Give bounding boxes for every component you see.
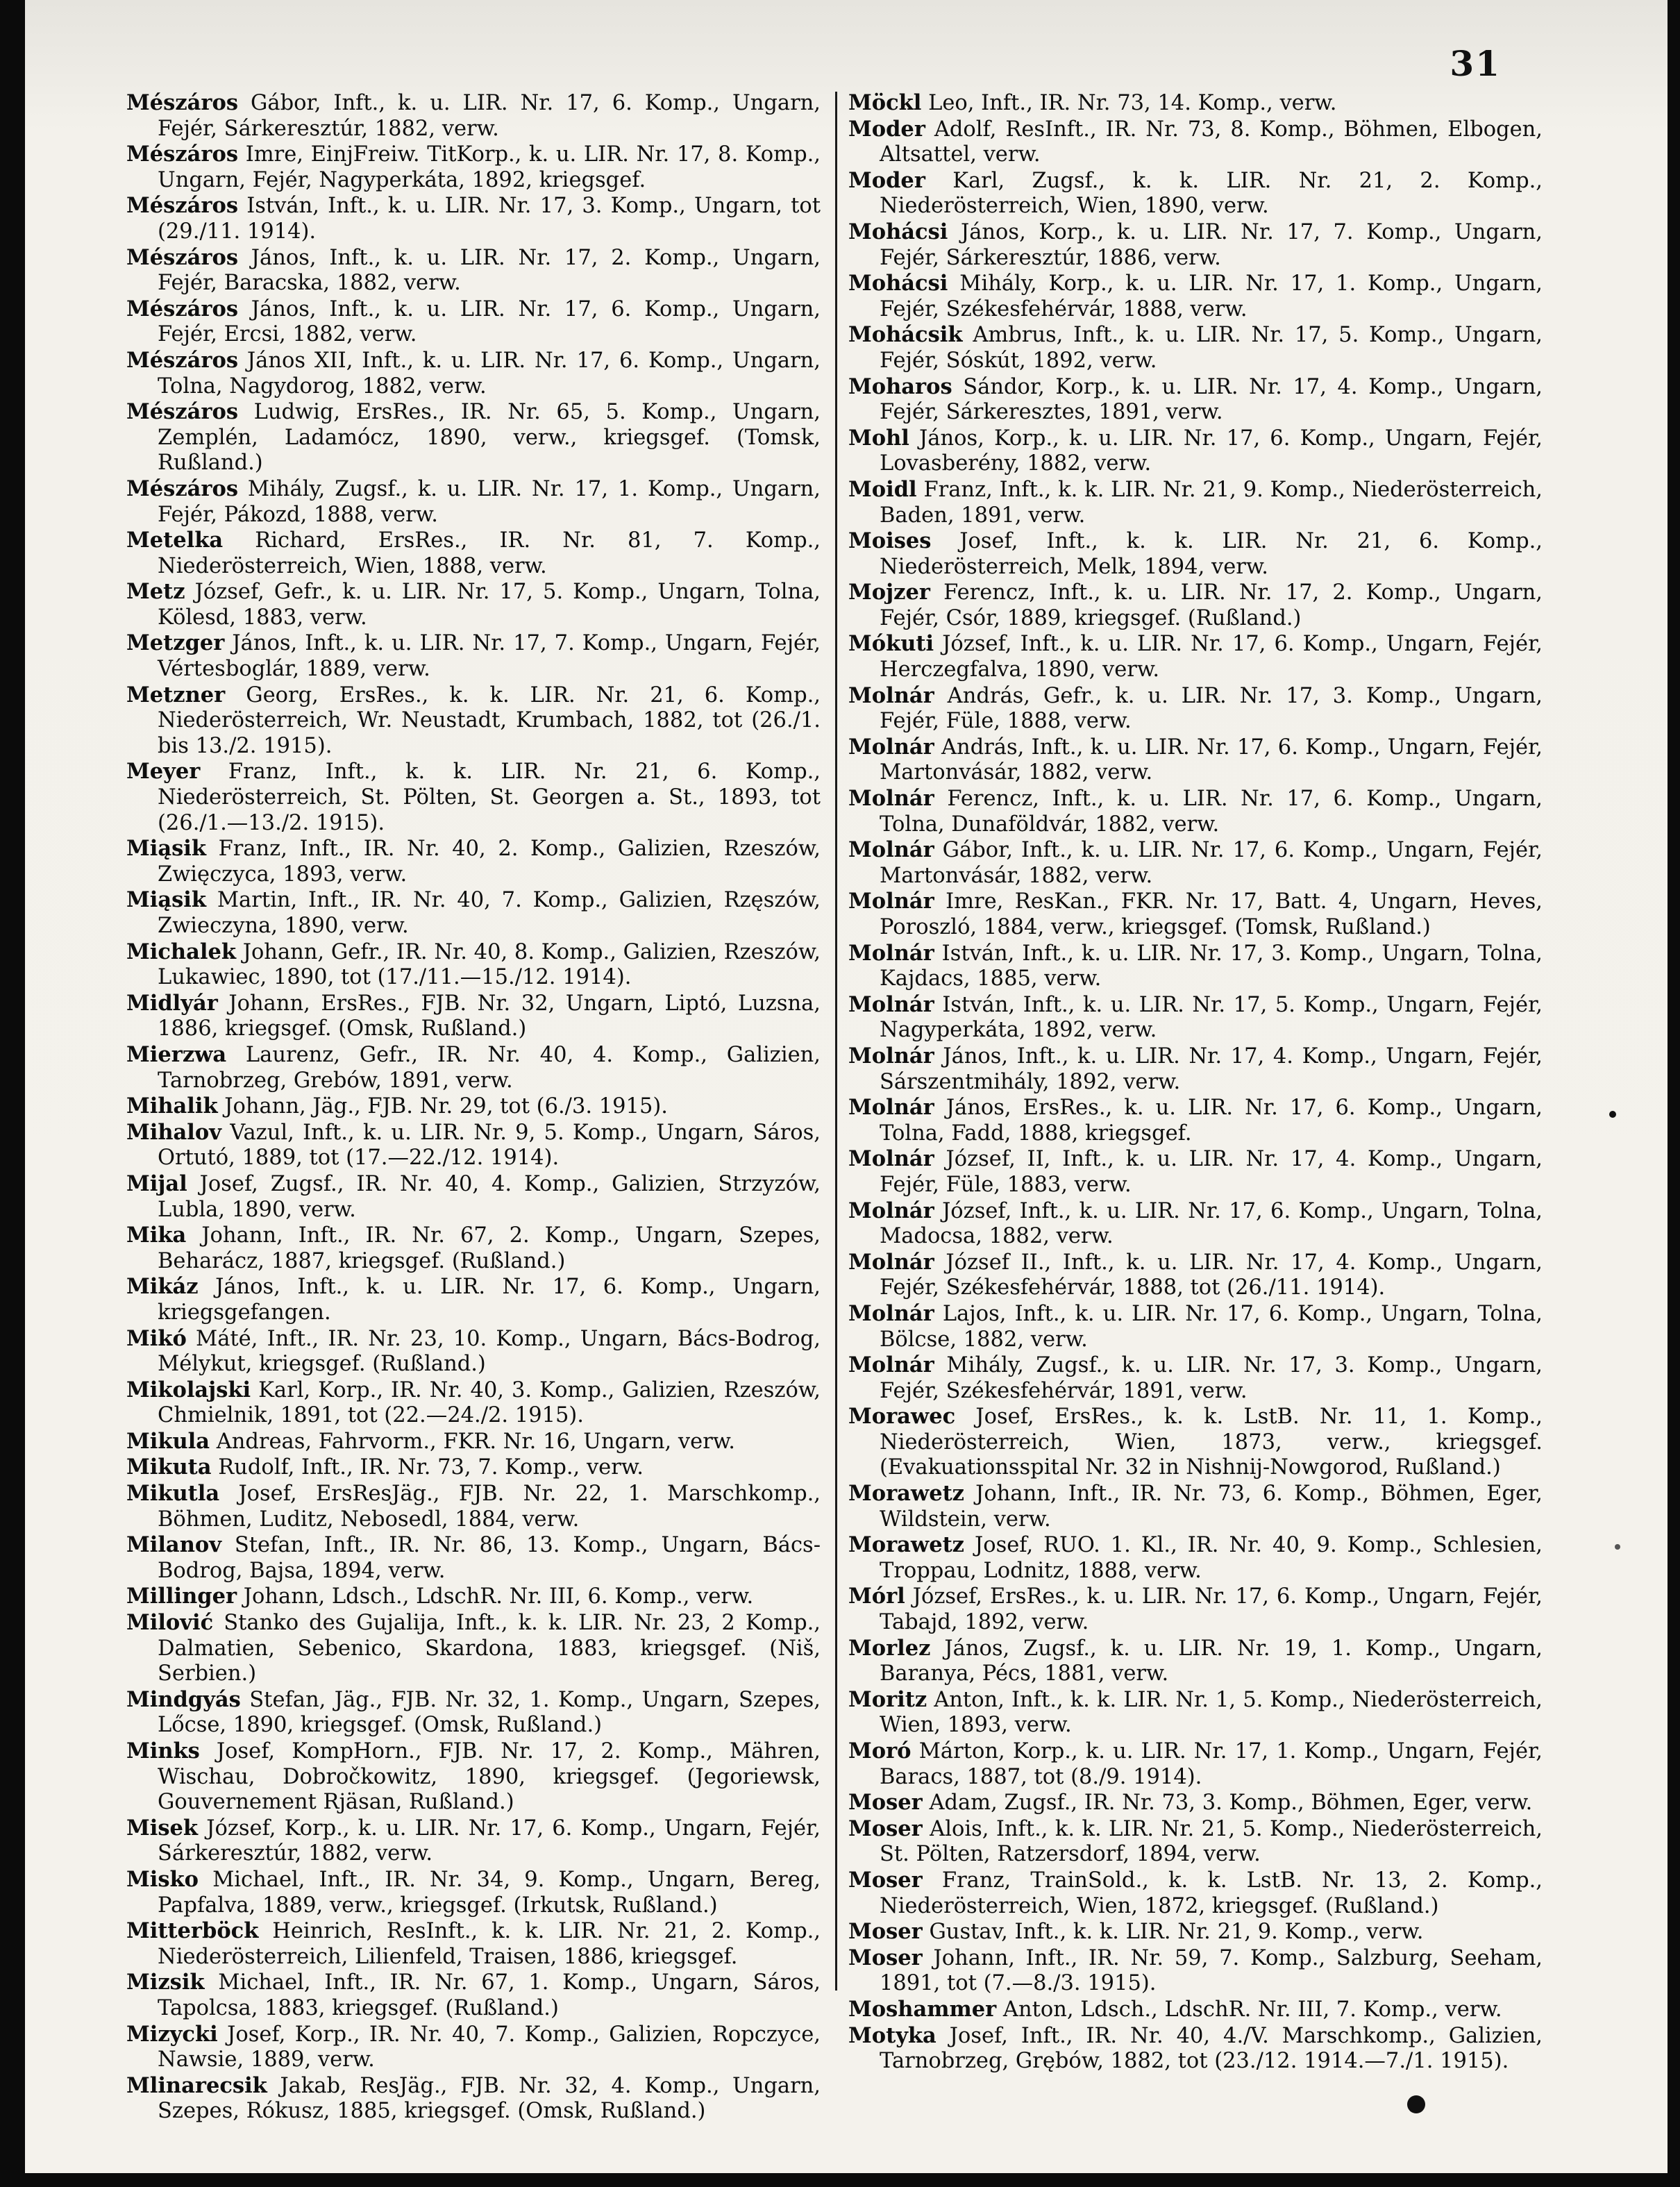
entry — [126, 476, 821, 528]
entry-surname: Molnár — [848, 1249, 934, 1275]
entry — [848, 1532, 1543, 1584]
entry-surname: Mohácsi — [848, 271, 948, 296]
entry-surname: Moser — [848, 1945, 923, 1970]
entry-details: Johann, Jäg., FJB. Nr. 29, tot (6./3. 1915). — [217, 1094, 668, 1119]
entry-surname: Mojzer — [848, 580, 930, 605]
entry-details: Ambrus, Inft., k. u. LIR. Nr. 17, 5. Komp., Ungarn, Fejér, Sóskút, 1892, verw. — [880, 323, 1543, 373]
entry-details: István, Inft., k. u. LIR. Nr. 17, 3. Komp., Ungarn, tot (29./11. 1914). — [158, 194, 821, 244]
entry-surname: Moshammer — [848, 1996, 997, 2022]
entry-surname: Metelka — [126, 528, 224, 553]
entry-details: Johann, Ldsch., LdschR. Nr. III, 6. Komp., verw. — [237, 1584, 754, 1609]
ink-spot — [1615, 1544, 1620, 1550]
entry — [126, 399, 821, 476]
entry-surname: Molnár — [848, 1198, 934, 1223]
entry-details: István, Inft., k. u. LIR. Nr. 17, 5. Komp., Ungarn, Fejér, Nagyperkáta, 1892, verw. — [880, 992, 1543, 1043]
entry — [126, 245, 821, 296]
entry — [848, 322, 1543, 374]
entry-surname: Mitterböck — [126, 1918, 259, 1944]
entry — [848, 1481, 1543, 1532]
entry-details: Jakab, ResJäg., FJB. Nr. 32, 4. Komp., Ungarn, Szepes, Rókusz, 1885, kriegsgef. (Omsk, Rußland.) — [158, 2073, 821, 2124]
entry — [126, 1377, 821, 1429]
entry-details: Josef, Korp., IR. Nr. 40, 7. Komp., Galizien, Ropczyce, Nawsie, 1889, verw. — [158, 2022, 821, 2072]
entry-surname: Mihalik — [126, 1094, 218, 1119]
entry — [126, 1042, 821, 1094]
entry-details: Imre, ResKan., FKR. Nr. 17, Batt. 4, Ungarn, Heves, Poroszló, 1884, verw., kriegsgef. (Tomsk, Rußland.) — [880, 889, 1543, 939]
entry — [126, 528, 821, 579]
entry-surname: Möckl — [848, 90, 922, 115]
entry — [848, 1945, 1543, 1997]
entry-surname: Mókuti — [848, 631, 934, 657]
entry-surname: Molnár — [848, 940, 934, 966]
entry-details: Josef, Zugsf., IR. Nr. 40, 4. Komp., Galizien, Strzyzów, Lubla, 1890, verw. — [158, 1171, 821, 1222]
entry — [848, 374, 1543, 426]
entry-details: János, Zugsf., k. u. LIR. Nr. 19, 1. Komp., Ungarn, Baranya, Pécs, 1881, verw. — [880, 1636, 1543, 1686]
entry-surname: Mészáros — [126, 142, 239, 167]
entry — [848, 477, 1543, 528]
entry — [848, 1044, 1543, 1095]
entry-surname: Mijal — [126, 1171, 187, 1196]
entry-details: József, Inft., k. u. LIR. Nr. 17, 6. Komp., Ungarn, Tolna, Madocsa, 1882, verw. — [880, 1198, 1543, 1249]
entry — [126, 1094, 821, 1120]
entry — [126, 1816, 821, 1867]
entry — [126, 1738, 821, 1816]
entry — [126, 1687, 821, 1738]
entry-surname: Molnár — [848, 1043, 934, 1069]
entry — [126, 1532, 821, 1584]
entry — [848, 1997, 1543, 2023]
entry-details: Stefan, Inft., IR. Nr. 86, 13. Komp., Ungarn, Bács-Bodrog, Bajsa, 1894, verw. — [158, 1533, 821, 1583]
entry-details: Leo, Inft., IR. Nr. 73, 14. Komp., verw. — [921, 91, 1337, 115]
entry-surname: Moharos — [848, 374, 952, 399]
entry-details: Stefan, Jäg., FJB. Nr. 32, 1. Komp., Ungarn, Szepes, Lőcse, 1890, kriegsgef. (Omsk, Rußland.) — [158, 1687, 821, 1738]
entry-details: Imre, EinjFreiw. TitKorp., k. u. LIR. Nr. 17, 8. Komp., Ungarn, Fejér, Nagyperkáta, 1892, kriegsgef. — [158, 142, 821, 192]
entry-surname: Milović — [126, 1610, 214, 1636]
entry-surname: Mindgyás — [126, 1686, 241, 1712]
entry-details: Karl, Zugsf., k. k. LIR. Nr. 21, 2. Komp., Niederösterreich, Wien, 1890, verw. — [880, 168, 1543, 219]
entry-surname: Milanov — [126, 1532, 221, 1558]
entry-details: Lajos, Inft., k. u. LIR. Nr. 17, 6. Komp., Ungarn, Tolna, Bölcse, 1882, verw. — [880, 1301, 1543, 1352]
entry-surname: Metz — [126, 579, 185, 605]
entry — [126, 1455, 821, 1481]
entry-surname: Mohácsik — [848, 322, 963, 348]
entry-details: Ferencz, Inft., k. u. LIR. Nr. 17, 2. Komp., Ungarn, Fejér, Csór, 1889, kriegsgef. (Rußland.) — [880, 580, 1543, 630]
entry — [126, 2022, 821, 2073]
entry — [126, 1274, 821, 1325]
entry-surname: Morawetz — [848, 1481, 965, 1507]
entry-details: Martin, Inft., IR. Nr. 40, 7. Komp., Galizien, Rzęszów, Zwieczyna, 1890, verw. — [158, 888, 821, 938]
entry — [126, 1867, 821, 1918]
entry-details: Gábor, Inft., k. u. LIR. Nr. 17, 6. Komp., Ungarn, Fejér, Sárkeresztúr, 1882, verw. — [158, 91, 821, 141]
entry — [126, 1223, 821, 1274]
entry — [126, 836, 821, 887]
entry-details: Anton, Ldsch., LdschR. Nr. III, 7. Komp., verw. — [996, 1997, 1502, 2022]
entry-surname: Metzner — [126, 682, 226, 707]
entry-details: Johann, ErsRes., FJB. Nr. 32, Ungarn, Liptó, Luzsna, 1886, kriegsgef. (Omsk, Rußland.) — [158, 991, 821, 1041]
entry-surname: Mohl — [848, 425, 909, 451]
entry-details: Márton, Korp., k. u. LIR. Nr. 17, 1. Komp., Ungarn, Fejér, Baracs, 1887, tot (8./9. 1914). — [880, 1739, 1543, 1789]
entry — [848, 631, 1543, 682]
entry — [848, 219, 1543, 271]
entry-surname: Mészáros — [126, 193, 239, 219]
entry-surname: Moser — [848, 1816, 923, 1841]
entry — [848, 1636, 1543, 1687]
entry-surname: Moser — [848, 1867, 923, 1893]
entry-details: János, Inft., k. u. LIR. Nr. 17, 6. Komp., Ungarn, Fejér, Ercsi, 1882, verw. — [158, 296, 821, 347]
entry-surname: Molnár — [848, 1300, 934, 1326]
entry — [848, 889, 1543, 940]
entry-details: János, Korp., k. u. LIR. Nr. 17, 6. Komp., Ungarn, Fejér, Lovasberény, 1882, verw. — [880, 426, 1543, 476]
entry-details: Johann, Inft., IR. Nr. 59, 7. Komp., Salzburg, Seeham, 1891, tot (7.—8./3. 1915). — [880, 1945, 1543, 1996]
entry-surname: Mlinarecsik — [126, 2072, 267, 2098]
entry — [848, 1738, 1543, 1790]
entry — [848, 271, 1543, 322]
entry-surname: Mészáros — [126, 399, 239, 425]
entry-surname: Molnár — [848, 734, 934, 760]
entry-details: József, II, Inft., k. u. LIR. Nr. 17, 4. Komp., Ungarn, Fejér, Füle, 1883, verw. — [880, 1147, 1543, 1197]
entry-details: János, Inft., k. u. LIR. Nr. 17, 6. Komp., Ungarn, kriegsgefangen. — [158, 1275, 821, 1325]
entry-surname: Moser — [848, 1919, 923, 1945]
entry-details: Josef, KompHorn., FJB. Nr. 17, 2. Komp., Mähren, Wischau, Dobročkowitz, 1890, kriegsgef. (Jegoriewsk, Gouvernement Rjäsan, Rußland.) — [158, 1739, 821, 1815]
entry-details: Michael, Inft., IR. Nr. 67, 1. Komp., Ungarn, Sáros, Tapolcsa, 1883, kriegsgef. (Rußland.) — [158, 1970, 821, 2020]
entry-surname: Molnár — [848, 786, 934, 812]
entry-surname: Mikolajski — [126, 1377, 251, 1402]
left-column — [126, 90, 821, 2125]
entry-details: Franz, Inft., k. k. LIR. Nr. 21, 9. Komp., Niederösterreich, Baden, 1891, verw. — [880, 477, 1543, 528]
document-page — [25, 0, 1668, 2173]
entry — [848, 941, 1543, 992]
entry — [848, 786, 1543, 837]
entry-details: János XII, Inft., k. u. LIR. Nr. 17, 6. Komp., Ungarn, Tolna, Nagydorog, 1882, verw. — [158, 348, 821, 399]
entry — [848, 1790, 1543, 1816]
entry-details: János, ErsRes., k. u. LIR. Nr. 17, 6. Komp., Ungarn, Tolna, Fadd, 1888, kriegsgef. — [880, 1096, 1543, 1146]
entry — [126, 1120, 821, 1171]
entry-details: Georg, ErsRes., k. k. LIR. Nr. 21, 6. Komp., Niederösterreich, Wr. Neustadt, Krumbach, 1882, tot (26./1. bis 13./2. 1915). — [158, 682, 821, 758]
page-number: 31 — [1450, 43, 1501, 84]
entry-details: József, ErsRes., k. u. LIR. Nr. 17, 6. Komp., Ungarn, Fejér, Tabajd, 1892, verw. — [880, 1584, 1543, 1635]
entry-details: Richard, ErsRes., IR. Nr. 81, 7. Komp., Niederösterreich, Wien, 1888, verw. — [158, 528, 821, 578]
entry — [126, 142, 821, 193]
entry-surname: Mikuta — [126, 1455, 212, 1480]
entry-details: Heinrich, ResInft., k. k. LIR. Nr. 21, 2. Komp., Niederösterreich, Lilienfeld, Traisen, 1886, kriegsgef. — [158, 1919, 821, 1969]
entry-details: József, Korp., k. u. LIR. Nr. 17, 6. Komp., Ungarn, Fejér, Sárkeresztúr, 1882, verw. — [158, 1816, 821, 1866]
entry — [848, 1404, 1543, 1481]
entry-surname: Mészáros — [126, 296, 239, 321]
entry-surname: Molnár — [848, 889, 934, 914]
entry-details: Mihály, Zugsf., k. u. LIR. Nr. 17, 1. Komp., Ungarn, Fejér, Pákozd, 1888, verw. — [158, 476, 821, 527]
entry-surname: Mórl — [848, 1584, 905, 1609]
entry-surname: Mohácsi — [848, 219, 948, 244]
entry-surname: Mierzwa — [126, 1041, 227, 1067]
entry — [848, 1816, 1543, 1868]
entry-details: Josef, RUO. 1. Kl., IR. Nr. 40, 9. Komp., Schlesien, Troppau, Lodnitz, 1888, verw. — [880, 1533, 1543, 1583]
entry-details: János, Inft., k. u. LIR. Nr. 17, 7. Komp., Ungarn, Fejér, Vértesboglár, 1889, verw. — [158, 631, 821, 682]
entry-details: Franz, Inft., k. k. LIR. Nr. 21, 6. Komp., Niederösterreich, St. Pölten, St. Georgen a. St., 1893, tot (26./1.—13./2. 1915). — [158, 760, 821, 835]
entry-details: János, Inft., k. u. LIR. Nr. 17, 2. Komp., Ungarn, Fejér, Baracska, 1882, verw. — [158, 245, 821, 296]
entry-details: András, Gefr., k. u. LIR. Nr. 17, 3. Komp., Ungarn, Fejér, Füle, 1888, verw. — [880, 683, 1543, 734]
entry-surname: Mizsik — [126, 1970, 205, 1995]
entry-details: Andreas, Fahrvorm., FKR. Nr. 16, Ungarn, verw. — [210, 1429, 735, 1454]
entry-surname: Morawec — [848, 1404, 956, 1430]
entry-surname: Molnár — [848, 682, 934, 708]
entry-surname: Mikula — [126, 1428, 210, 1454]
entry-surname: Mihalov — [126, 1119, 221, 1145]
entry-details: Anton, Inft., k. k. LIR. Nr. 1, 5. Komp., Niederösterreich, Wien, 1893, verw. — [880, 1687, 1543, 1738]
entry — [848, 1198, 1543, 1250]
entry — [848, 168, 1543, 219]
entry — [126, 1970, 821, 2021]
entry-details: István, Inft., k. u. LIR. Nr. 17, 3. Komp., Ungarn, Tolna, Kajdacs, 1885, verw. — [880, 941, 1543, 991]
entry-surname: Mikutla — [126, 1481, 220, 1507]
entry-surname: Motyka — [848, 2022, 936, 2048]
entry-surname: Midlyár — [126, 990, 218, 1016]
entry-details: Johann, Inft., IR. Nr. 67, 2. Komp., Ungarn, Szepes, Beharácz, 1887, kriegsgef. (Rußland.) — [158, 1223, 821, 1273]
entry — [848, 1919, 1543, 1945]
entry-surname: Morawetz — [848, 1532, 965, 1558]
entry-surname: Miąsik — [126, 836, 207, 862]
entry-details: János, Inft., k. u. LIR. Nr. 17, 4. Komp., Ungarn, Fejér, Sárszentmihály, 1892, verw. — [880, 1044, 1543, 1094]
entry-surname: Mikó — [126, 1325, 187, 1351]
entry-details: József II., Inft., k. u. LIR. Nr. 17, 4. Komp., Ungarn, Fejér, Székesfehérvár, 1888, tot (26./11. 1914). — [880, 1250, 1543, 1300]
entry-surname: Moder — [848, 167, 925, 193]
entry-surname: Mika — [126, 1223, 187, 1248]
entry — [848, 1095, 1543, 1146]
entry-surname: Mizycki — [126, 2021, 218, 2047]
entry — [848, 426, 1543, 477]
entry-details: Johann, Inft., IR. Nr. 73, 6. Komp., Böhmen, Eger, Wildstein, verw. — [880, 1482, 1543, 1532]
entry — [848, 837, 1543, 889]
entry — [126, 759, 821, 836]
entry-surname: Mészáros — [126, 347, 239, 373]
entry-surname: Moder — [848, 116, 925, 142]
entry-details: Karl, Korp., IR. Nr. 40, 3. Komp., Galizien, Rzeszów, Chmielnik, 1891, tot (22.—24./2. 1915). — [158, 1377, 821, 1428]
entry-details: Johann, Gefr., IR. Nr. 40, 8. Komp., Galizien, Rzeszów, Lukawiec, 1890, tot (17./11.—15./12. 1914). — [158, 939, 821, 990]
entry — [848, 683, 1543, 735]
entry — [848, 580, 1543, 631]
entry-surname: Misek — [126, 1815, 199, 1841]
column-divider — [835, 92, 837, 1991]
entry-details: Josef, Inft., IR. Nr. 40, 4./V. Marschkomp., Galizien, Tarnobrzeg, Grębów, 1882, tot (23./12. 1914.—7./1. 1915). — [880, 2023, 1543, 2074]
entry — [126, 1171, 821, 1223]
entry — [848, 992, 1543, 1044]
entry — [126, 887, 821, 939]
entry-details: Rudolf, Inft., IR. Nr. 73, 7. Komp., verw. — [211, 1455, 644, 1480]
entry — [848, 1584, 1543, 1635]
entry-details: Alois, Inft., k. k. LIR. Nr. 21, 5. Komp., Niederösterreich, St. Pölten, Ratzersdorf, 1894, verw. — [880, 1816, 1543, 1867]
entry-details: Ferencz, Inft., k. u. LIR. Nr. 17, 6. Komp., Ungarn, Tolna, Dunaföldvár, 1882, verw. — [880, 787, 1543, 837]
entry — [126, 1918, 821, 1970]
entry-details: Vazul, Inft., k. u. LIR. Nr. 9, 5. Komp., Ungarn, Sáros, Ortutó, 1889, tot (17.—22./12. 1914). — [158, 1120, 821, 1171]
entry-details: Mihály, Zugsf., k. u. LIR. Nr. 17, 3. Komp., Ungarn, Fejér, Székesfehérvár, 1891, verw. — [880, 1353, 1543, 1403]
entry-details: János, Korp., k. u. LIR. Nr. 17, 7. Komp., Ungarn, Fejér, Sárkeresztúr, 1886, verw. — [880, 219, 1543, 270]
entry-details: Sándor, Korp., k. u. LIR. Nr. 17, 4. Komp., Ungarn, Fejér, Sárkeresztes, 1891, verw. — [880, 374, 1543, 425]
entry — [126, 296, 821, 348]
entry — [126, 1429, 821, 1455]
entry-surname: Morlez — [848, 1635, 931, 1661]
entry — [126, 682, 821, 760]
entry — [126, 579, 821, 630]
entry — [126, 1481, 821, 1532]
entry — [126, 630, 821, 682]
entry — [126, 1326, 821, 1377]
entry-surname: Mészáros — [126, 244, 239, 270]
entry-surname: Mészáros — [126, 476, 239, 501]
entry-details: Josef, Inft., k. k. LIR. Nr. 21, 6. Komp., Niederösterreich, Melk, 1894, verw. — [880, 529, 1543, 579]
entry — [848, 117, 1543, 168]
entry — [848, 1687, 1543, 1738]
entry-surname: Misko — [126, 1866, 199, 1892]
entry-surname: Miąsik — [126, 887, 207, 913]
entry — [848, 90, 1543, 117]
right-column — [848, 90, 1543, 2075]
entry-details: Josef, ErsResJäg., FJB. Nr. 22, 1. Marschkomp., Böhmen, Luditz, Nebosedl, 1884, verw. — [158, 1482, 821, 1532]
entry-details: József, Gefr., k. u. LIR. Nr. 17, 5. Komp., Ungarn, Tolna, Kölesd, 1883, verw. — [158, 580, 821, 630]
entry — [126, 991, 821, 1042]
entry — [126, 193, 821, 244]
entry-details: Máté, Inft., IR. Nr. 23, 10. Komp., Ungarn, Bács-Bodrog, Mélykut, kriegsgef. (Rußland.) — [158, 1326, 821, 1377]
entry-surname: Minks — [126, 1738, 200, 1763]
entry-surname: Metzger — [126, 630, 225, 656]
entry-details: Ludwig, ErsRes., IR. Nr. 65, 5. Komp., Ungarn, Zemplén, Ladamócz, 1890, verw., kriegsgef. (Tomsk, Rußland.) — [158, 400, 821, 476]
entry-details: Franz, TrainSold., k. k. LstB. Nr. 13, 2. Komp., Niederösterreich, Wien, 1872, kriegsgef. (Rußland.) — [880, 1868, 1543, 1918]
entry-surname: Mészáros — [126, 90, 239, 115]
entry-details: Franz, Inft., IR. Nr. 40, 2. Komp., Galizien, Rzeszów, Zwięczyca, 1893, verw. — [158, 837, 821, 887]
entry — [848, 1301, 1543, 1352]
entry-details: Stanko des Gujalija, Inft., k. k. LIR. Nr. 23, 2 Komp., Dalmatien, Sebenico, Skardona, 1883, kriegsgef. (Niš, Serbien.) — [158, 1611, 821, 1686]
entry-surname: Meyer — [126, 759, 201, 785]
entry-surname: Moser — [848, 1790, 923, 1816]
entry-details: Laurenz, Gefr., IR. Nr. 40, 4. Komp., Galizien, Tarnobrzeg, Grebów, 1891, verw. — [158, 1042, 821, 1093]
entry — [848, 735, 1543, 786]
ink-spot — [1407, 2095, 1425, 2113]
entry — [126, 2073, 821, 2125]
entry-surname: Molnár — [848, 1352, 934, 1378]
entry-details: Adolf, ResInft., IR. Nr. 73, 8. Komp., Böhmen, Elbogen, Altsattel, verw. — [880, 117, 1543, 167]
entry-surname: Molnár — [848, 1146, 934, 1172]
ink-spot — [1609, 1111, 1616, 1118]
entry-surname: Molnár — [848, 837, 934, 863]
entry — [848, 1352, 1543, 1404]
entry — [848, 528, 1543, 580]
entry-details: József, Inft., k. u. LIR. Nr. 17, 6. Komp., Ungarn, Fejér, Herczegfalva, 1890, verw. — [880, 632, 1543, 682]
entry — [848, 1146, 1543, 1198]
entry-surname: Molnár — [848, 991, 934, 1017]
entry — [848, 1868, 1543, 1919]
entry-details: Mihály, Korp., k. u. LIR. Nr. 17, 1. Komp., Ungarn, Fejér, Székesfehérvár, 1888, verw. — [880, 271, 1543, 321]
entry-surname: Mikáz — [126, 1274, 199, 1300]
entry-details: András, Inft., k. u. LIR. Nr. 17, 6. Komp., Ungarn, Fejér, Martonvásár, 1882, verw. — [880, 735, 1543, 785]
entry — [126, 939, 821, 991]
entry-surname: Michalek — [126, 939, 236, 964]
entry-surname: Moises — [848, 528, 932, 554]
entry-details: Josef, ErsRes., k. k. LstB. Nr. 11, 1. Komp., Niederösterreich, Wien, 1873, verw., kriegsgef. (Evakuationsspital Nr. 32 in Nishnij-Nowgorod, Rußland.) — [880, 1405, 1543, 1480]
entry — [126, 1584, 821, 1610]
entry-surname: Moidl — [848, 476, 917, 502]
entry-surname: Moritz — [848, 1686, 927, 1712]
entry-surname: Millinger — [126, 1584, 237, 1609]
entry — [848, 2023, 1543, 2075]
entry — [126, 348, 821, 399]
entry-details: Michael, Inft., IR. Nr. 34, 9. Komp., Ungarn, Bereg, Papfalva, 1889, verw., kriegsgef. (Irkutsk, Rußland.) — [158, 1867, 821, 1918]
entry-surname: Molnár — [848, 1095, 934, 1121]
entry — [126, 1610, 821, 1687]
entry-details: Gustav, Inft., k. k. LIR. Nr. 21, 9. Komp., verw. — [922, 1920, 1424, 1945]
entry-details: Adam, Zugsf., IR. Nr. 73, 3. Komp., Böhmen, Eger, verw. — [922, 1791, 1533, 1816]
entry-details: Gábor, Inft., k. u. LIR. Nr. 17, 6. Komp., Ungarn, Fejér, Martonvásár, 1882, verw. — [880, 838, 1543, 888]
entry — [848, 1250, 1543, 1301]
entry — [126, 90, 821, 142]
entry-surname: Moró — [848, 1738, 912, 1763]
